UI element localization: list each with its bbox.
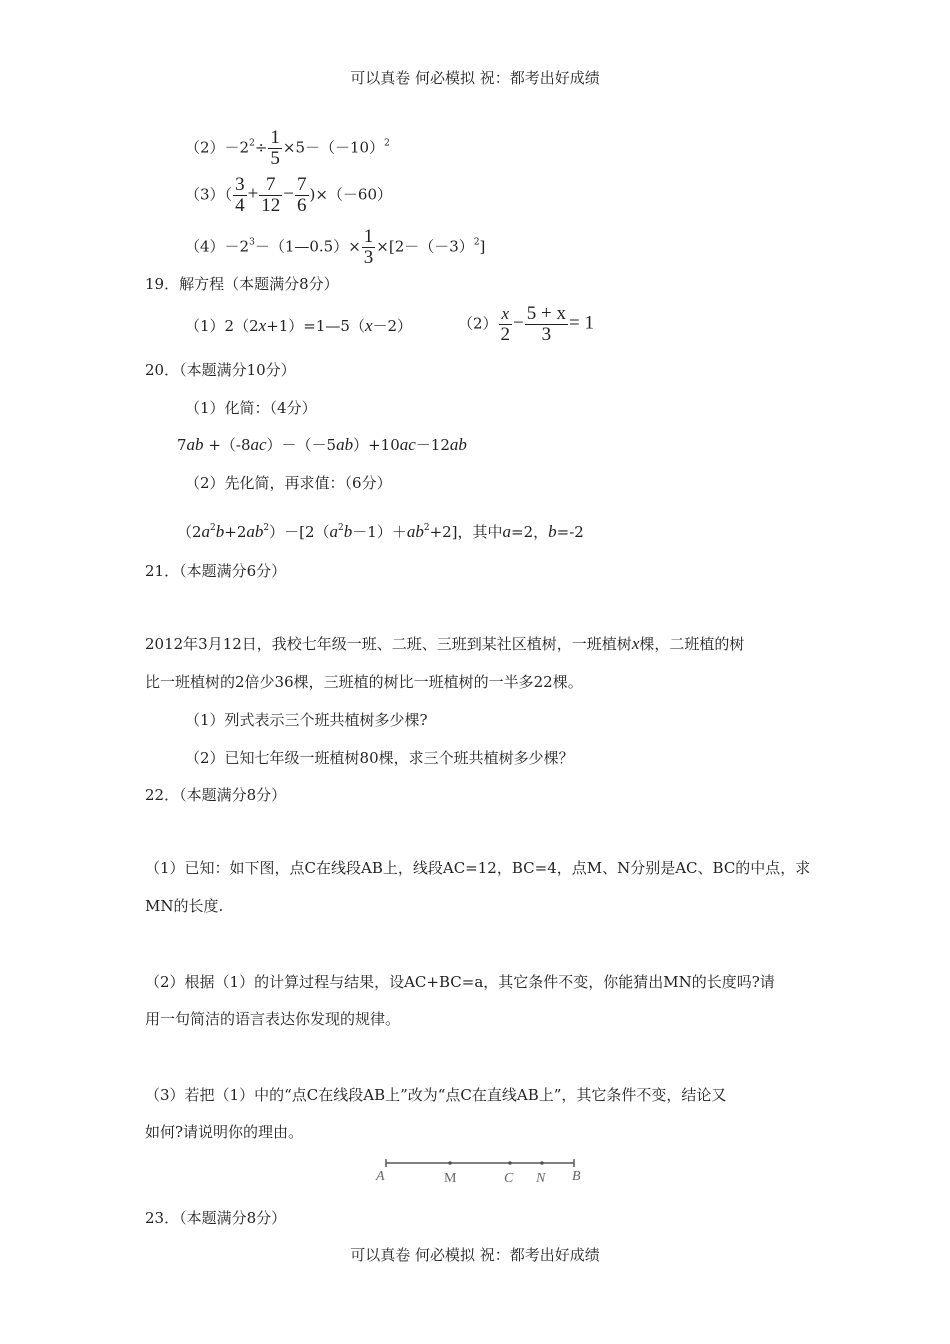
exponent: 2: [249, 138, 255, 149]
fraction: $\frac{1}{5}$: [270, 127, 280, 169]
point-n: [540, 1161, 544, 1165]
expr: +（-8: [203, 436, 251, 454]
exponent: 2: [338, 523, 344, 533]
q18-part3: [185, 175, 392, 216]
variable: ac: [399, 435, 416, 454]
variable: b: [215, 522, 225, 541]
expr: ×[2－（－3）: [376, 237, 474, 256]
point-c: [508, 1161, 512, 1165]
label: （2）: [458, 314, 498, 333]
exponent: 2: [210, 523, 216, 533]
variable: x: [631, 634, 640, 653]
expr: +1）=1—5（: [266, 317, 365, 335]
paren: （: [224, 185, 233, 204]
expr: ×5－（－10）: [282, 138, 385, 157]
q22-part2-line2: 用一句简洁的语言表达你发现的规律。: [145, 1010, 401, 1028]
label: （4）: [185, 237, 225, 256]
line-segment-figure: [370, 1152, 590, 1188]
fraction: $\frac{x}{2}$: [500, 304, 511, 345]
minus-sign: −: [513, 312, 524, 334]
variable: x: [364, 316, 373, 335]
exponent: 2: [384, 138, 390, 149]
q22-part3-line1: （3）若把（1）中的“点C在线段AB上”改为“点C在直线AB上”，其它条件不变，结论又: [145, 1086, 727, 1104]
q18-part2: [185, 128, 390, 169]
q21-part1: （1）列式表示三个班共植树多少棵?: [185, 711, 428, 729]
expr: （2: [177, 523, 202, 541]
expr: －1）＋: [352, 523, 407, 541]
expr: ）－[2（: [269, 523, 330, 541]
q19-part1: [185, 316, 412, 336]
variable: ab: [246, 522, 264, 541]
expr: －2: [224, 138, 250, 157]
variable: b: [548, 522, 557, 541]
exponent: 2: [263, 523, 270, 533]
expr: －2: [224, 237, 250, 256]
minus-sign: −: [283, 183, 294, 205]
expr: =-2: [556, 523, 584, 541]
point-m: [448, 1161, 452, 1165]
expr: ]: [479, 237, 486, 256]
q19-title: 19．解方程（本题满分8分）: [145, 275, 339, 293]
fraction: $\frac{1}{3}$: [363, 226, 374, 268]
expr: （1）2（2: [185, 317, 259, 335]
fraction: $\frac{7}{12}$: [261, 174, 281, 216]
page-header: 可以真卷 何必模拟 祝：都考出好成绩: [350, 69, 600, 87]
variable: a: [201, 522, 211, 541]
label-a: A: [376, 1169, 385, 1184]
q20-part1-expr: [177, 435, 467, 455]
text: 棵，二班植的树: [639, 635, 745, 653]
expr: ）+10: [353, 436, 400, 454]
q21-text-line1: [145, 634, 744, 654]
label-n: N: [536, 1171, 546, 1186]
q18-part4: [185, 227, 485, 268]
divide-sign: ÷: [254, 138, 268, 157]
q21-title: 21．（本题满分6分）: [145, 562, 287, 580]
variable: x: [258, 316, 267, 335]
q20-title: 20．（本题满分10分）: [145, 361, 296, 379]
q23-title: 23．（本题满分8分）: [145, 1209, 287, 1227]
page-footer: 可以真卷 何必模拟 祝：都考出好成绩: [350, 1246, 600, 1264]
variable: b: [343, 522, 353, 541]
expr: +2: [224, 523, 247, 541]
q20-part2-title: （2）先化简，再求值：（6分）: [185, 474, 392, 492]
exponent: 2: [423, 523, 430, 533]
expr: ）－（－5: [266, 436, 337, 454]
expr: 7: [177, 436, 187, 454]
q22-part3-line2: 如何?请说明你的理由。: [145, 1123, 304, 1141]
exponent: 2: [473, 237, 480, 248]
q19-part2: [458, 304, 594, 345]
expr: =2，: [511, 523, 549, 541]
variable: ab: [336, 435, 354, 454]
expr: )×（－60）: [309, 185, 393, 204]
fraction: $\frac{3}{4}$: [235, 174, 245, 216]
q22-title: 22．（本题满分8分）: [145, 786, 287, 804]
label: （2）: [185, 138, 225, 157]
exponent: 3: [249, 237, 255, 248]
expr: －12: [415, 436, 450, 454]
equals-expr: = 1: [568, 312, 594, 334]
q20-part2-expr: [177, 518, 584, 542]
fraction: $\frac{5 + x}{3}$: [526, 303, 566, 345]
fraction: $\frac{7}{6}$: [297, 174, 307, 216]
expr: +2]，其中: [429, 523, 503, 541]
q22-part2-line1: （2）根据（1）的计算过程与结果，设AC+BC=a，其它条件不变，你能猜出MN的长度吗?请: [145, 973, 775, 991]
q21-part2: （2）已知七年级一班植树80棵，求三个班共植树多少棵？: [185, 749, 574, 767]
text: 2012年3月12日，我校七年级一班、二班、三班到某社区植树，一班植树: [145, 635, 632, 653]
q20-part1-title: （1）化简：（4分）: [185, 399, 317, 417]
label: （3）: [185, 185, 225, 204]
expr: －（1—0.5）×: [254, 237, 361, 256]
q21-text-line2: 比一班植树的2倍少36棵，三班植的树比一班植树的一半多22棵。: [145, 673, 583, 691]
variable: a: [329, 522, 339, 541]
label-m: M: [444, 1171, 457, 1186]
expr: －2）: [372, 317, 413, 335]
variable: ab: [449, 435, 467, 454]
plus-sign: +: [247, 183, 259, 205]
label-b: B: [572, 1169, 581, 1184]
q22-part1-line2: MN的长度.: [145, 897, 224, 915]
label-c: C: [504, 1171, 514, 1186]
variable: ab: [406, 522, 424, 541]
variable: a: [502, 522, 512, 541]
q22-part1-line1: （1）已知：如下图，点C在线段AB上，线段AC=12，BC=4，点M、N分别是AC、BC的中点，求: [145, 859, 811, 877]
variable: ac: [250, 435, 267, 454]
variable: ab: [186, 435, 204, 454]
